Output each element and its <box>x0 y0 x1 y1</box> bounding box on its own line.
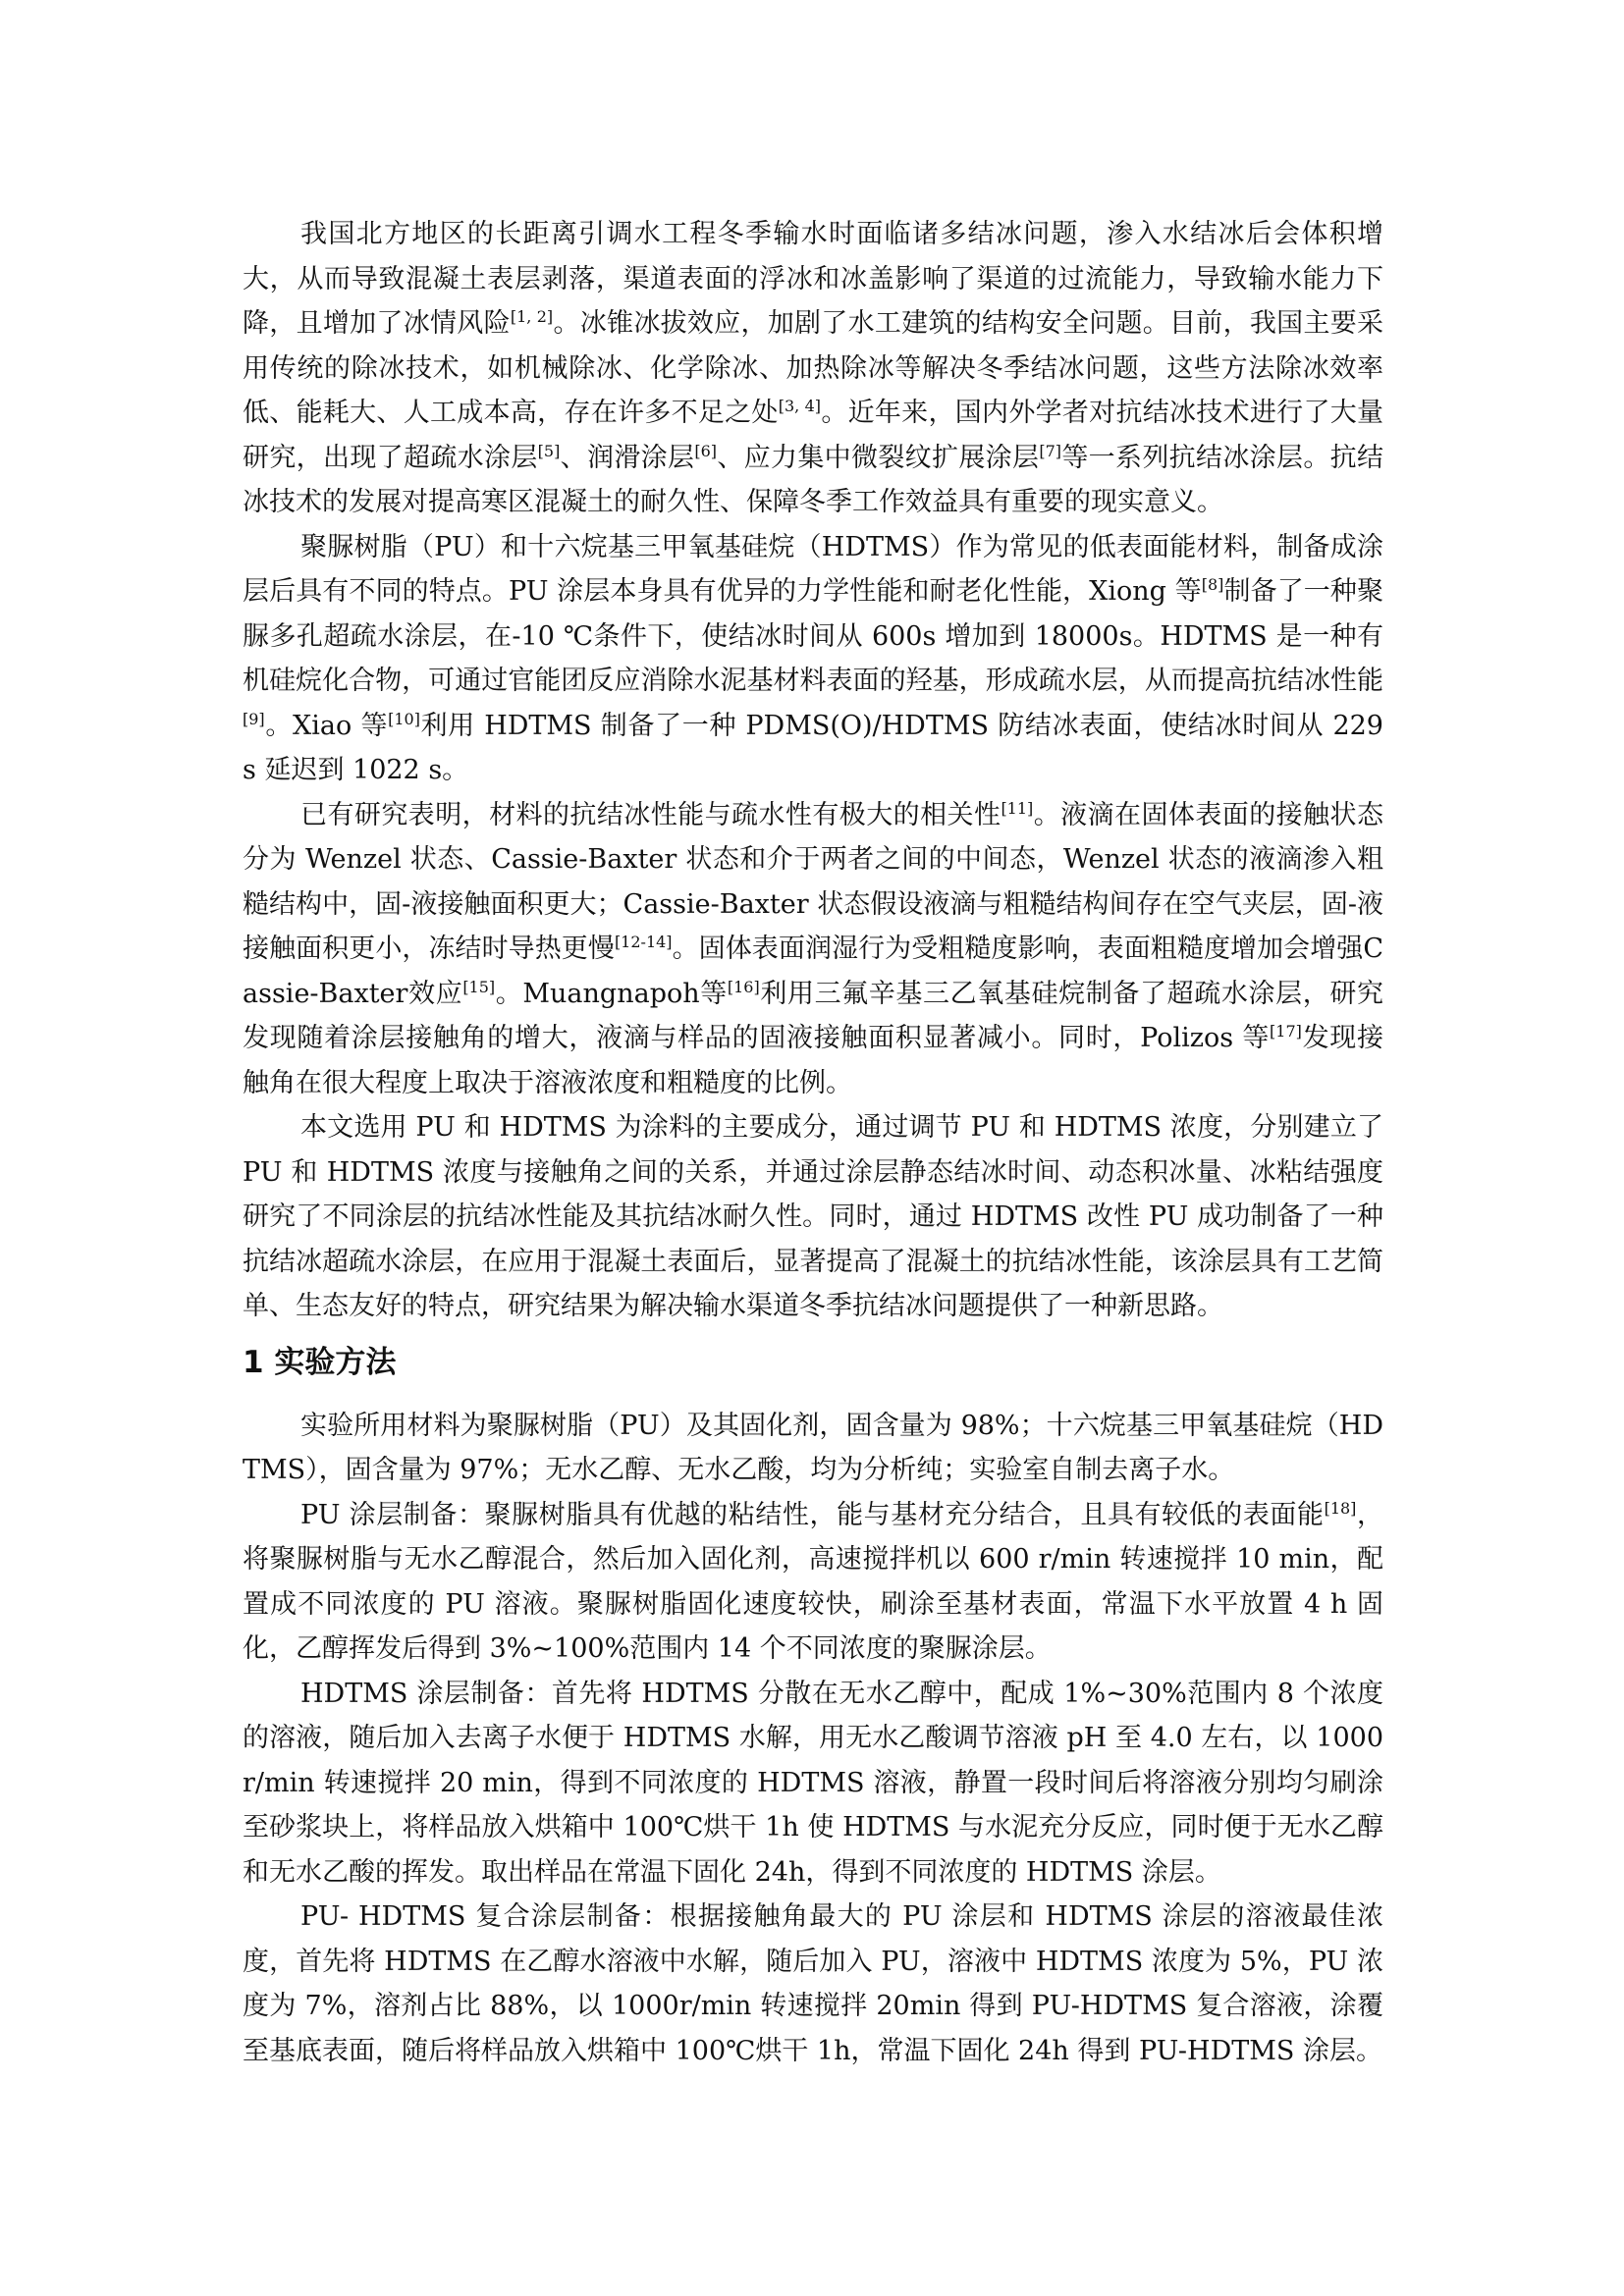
text-run: 已有研究表明，材料的抗结冰性能与疏水性有极大的相关性 <box>300 799 1001 830</box>
text-run: 等一系列抗结冰涂层。抗结冰技术的发展对提高寒区混凝土的耐久性、保障冬季工作效益具有重要的现实意义。 <box>243 442 1384 517</box>
intro-paragraph-2 <box>243 525 1383 793</box>
text-run: 。Xiao 等 <box>264 710 389 741</box>
section-heading-methods: 1 实验方法 <box>243 1344 397 1380</box>
text-run: 。Muangnapoh等 <box>495 978 728 1009</box>
methods-paragraph-composite-coating <box>243 1895 1383 2073</box>
text-run: 制备了一种聚脲多孔超疏水涂层，在-10 ℃条件下，使结冰时间从 600s 增加到 18000s。HDTMS 是一种有机硅烷化合物，可通过官能团反应消除水泥基材料表面的羟基，形成疏水层，从而提高抗结冰性能 <box>243 576 1383 696</box>
text-run: 利用三氟辛基三乙氧基硅烷制备了超疏水涂层，研究发现随着涂层接触角的增大，液滴与样品的固液接触面积显著减小。同时，Polizos 等 <box>243 978 1383 1053</box>
methods-paragraph-materials <box>243 1404 1383 1493</box>
citation-ref: [11] <box>1001 798 1034 818</box>
text-run: 发现接触角在很大程度上取决于溶液浓度和粗糙度的比例。 <box>243 1023 1383 1098</box>
citation-ref: [16] <box>727 977 760 996</box>
text-run: 、润滑涂层 <box>560 442 695 473</box>
text-run: 、应力集中微裂纹扩展涂层 <box>717 442 1040 473</box>
citation-ref: [18] <box>1324 1498 1357 1518</box>
citation-ref: [5] <box>537 441 561 460</box>
intro-paragraph-3 <box>243 793 1383 1106</box>
citation-ref: [1, 2] <box>510 307 554 326</box>
text-run: 。近年来，国内外学者对抗结冰技术进行了大量研究，出现了超疏水涂层 <box>243 398 1384 473</box>
text-run: 。冰锥冰拔效应，加剧了水工建筑的结构安全问题。目前，我国主要采用传统的除冰技术，如机械除冰、化学除冰、加热除冰等解决冬季结冰问题，这些方法除冰效率低、能耗大、人工成本高，存在许多不足之处 <box>243 308 1384 428</box>
citation-ref: [8] <box>1201 575 1224 594</box>
citation-ref: [7] <box>1039 441 1062 460</box>
citation-ref: [17] <box>1270 1022 1302 1041</box>
citation-ref: [10] <box>388 709 420 728</box>
text-run: 本文选用 PU 和 HDTMS 为涂料的主要成分，通过调节 PU 和 HDTMS 浓度，分别建立了 PU 和 HDTMS 浓度与接触角之间的关系，并通过涂层静态结冰时间、动态积冰量、冰粘结强度研究了不同涂层的抗结冰性能及其抗结冰耐久性。同时，通过 HDTMS 改性 PU 成功制备了一种抗结冰超疏水涂层，在应用于混凝土表面后，显著提高了混凝土的抗结冰性能，该涂层具有工艺简单、生态友好的特点，研究结果为解决输水渠道冬季抗结冰问题提供了一种新思路。 <box>243 1112 1383 1321</box>
text-run: 实验所用材料为聚脲树脂（PU）及其固化剂，固含量为 98%；十六烷基三甲氧基硅烷（HDTMS），固含量为 97%；无水乙醇、无水乙酸，均为分析纯；实验室自制去离子水。 <box>243 1410 1383 1485</box>
text-run: 。液滴在固体表面的接触状态分为 Wenzel 状态、Cassie-Baxter 状态和介于两者之间的中间态，Wenzel 状态的液滴渗入粗糙结构中，固-液接触面积更大；Cassie-Baxter 状态假设液滴与粗糙结构间存在空气夹层，固-液接触面积更小，冻结时导热更慢 <box>243 799 1383 964</box>
text-run: PU 涂层制备：聚脲树脂具有优越的粘结性，能与基材充分结合，且具有较低的表面能 <box>300 1499 1325 1530</box>
text-run: 。固体表面润湿行为受粗糙度影响，表面粗糙度增加会增强Cassie-Baxter效应 <box>243 934 1383 1009</box>
intro-paragraph-4 <box>243 1105 1383 1329</box>
citation-ref: [15] <box>462 977 496 996</box>
citation-ref: [6] <box>694 441 718 460</box>
methods-paragraph-pu-coating <box>243 1493 1383 1672</box>
text-run: PU- HDTMS 复合涂层制备：根据接触角最大的 PU 涂层和 HDTMS 涂层的溶液最佳浓度，首先将 HDTMS 在乙醇水溶液中水解，随后加入 PU，溶液中 HDTMS 浓度为 5%，PU 浓度为 7%，溶剂占比 88%，以 1000r/min 转速搅拌 20min 得到 PU-HDTMS 复合溶液，涂覆至基底表面，随后将样品放入烘箱中 100℃烘干 1h，常温下固化 24h 得到 PU-HDTMS 涂层。 <box>243 1901 1383 2066</box>
text-run: 利用 HDTMS 制备了一种 PDMS(O)/HDTMS 防结冰表面，使结冰时间从 229 s 延迟到 1022 s。 <box>243 710 1383 785</box>
citation-ref: [9] <box>243 709 265 728</box>
text-run: ，将聚脲树脂与无水乙醇混合，然后加入固化剂，高速搅拌机以 600 r/min 转速搅拌 10 min，配置成不同浓度的 PU 溶液。聚脲树脂固化速度较快，刷涂至基材表面，常温下水平放置 4 h 固化，乙醇挥发后得到 3%~100%范围内 14 个不同浓度的聚脲涂层。 <box>243 1499 1384 1664</box>
methods-paragraph-hdtms-coating <box>243 1672 1383 1896</box>
text-run: HDTMS 涂层制备：首先将 HDTMS 分散在无水乙醇中，配成 1%~30%范围内 8 个浓度的溶液，随后加入去离子水便于 HDTMS 水解，用无水乙酸调节溶液 pH 至 4.0 左右，以 1000 r/min 转速搅拌 20 min，得到不同浓度的 HDTMS 溶液，静置一段时间后将溶液分别均匀刷涂至砂浆块上，将样品放入烘箱中 100℃烘干 1h 使 HDTMS 与水泥充分反应，同时便于无水乙醇和无水乙酸的挥发。取出样品在常温下固化 24h，得到不同浓度的 HDTMS 涂层。 <box>243 1678 1383 1888</box>
document-page <box>243 212 1383 2073</box>
text-run: 我国北方地区的长距离引调水工程冬季输水时面临诸多结冰问题，渗入水结冰后会体积增大，从而导致混凝土表层剥落，渠道表面的浮冰和冰盖影响了渠道的过流能力，导致输水能力下降，且增加了冰情风险 <box>243 219 1383 339</box>
citation-ref: [12-14] <box>614 933 673 951</box>
citation-ref: [3, 4] <box>778 397 822 415</box>
text-run: 聚脲树脂（PU）和十六烷基三甲氧基硅烷（HDTMS）作为常见的低表面能材料，制备成涂层后具有不同的特点。PU 涂层本身具有优异的力学性能和耐老化性能，Xiong 等 <box>243 531 1383 607</box>
intro-paragraph-1 <box>243 212 1383 525</box>
